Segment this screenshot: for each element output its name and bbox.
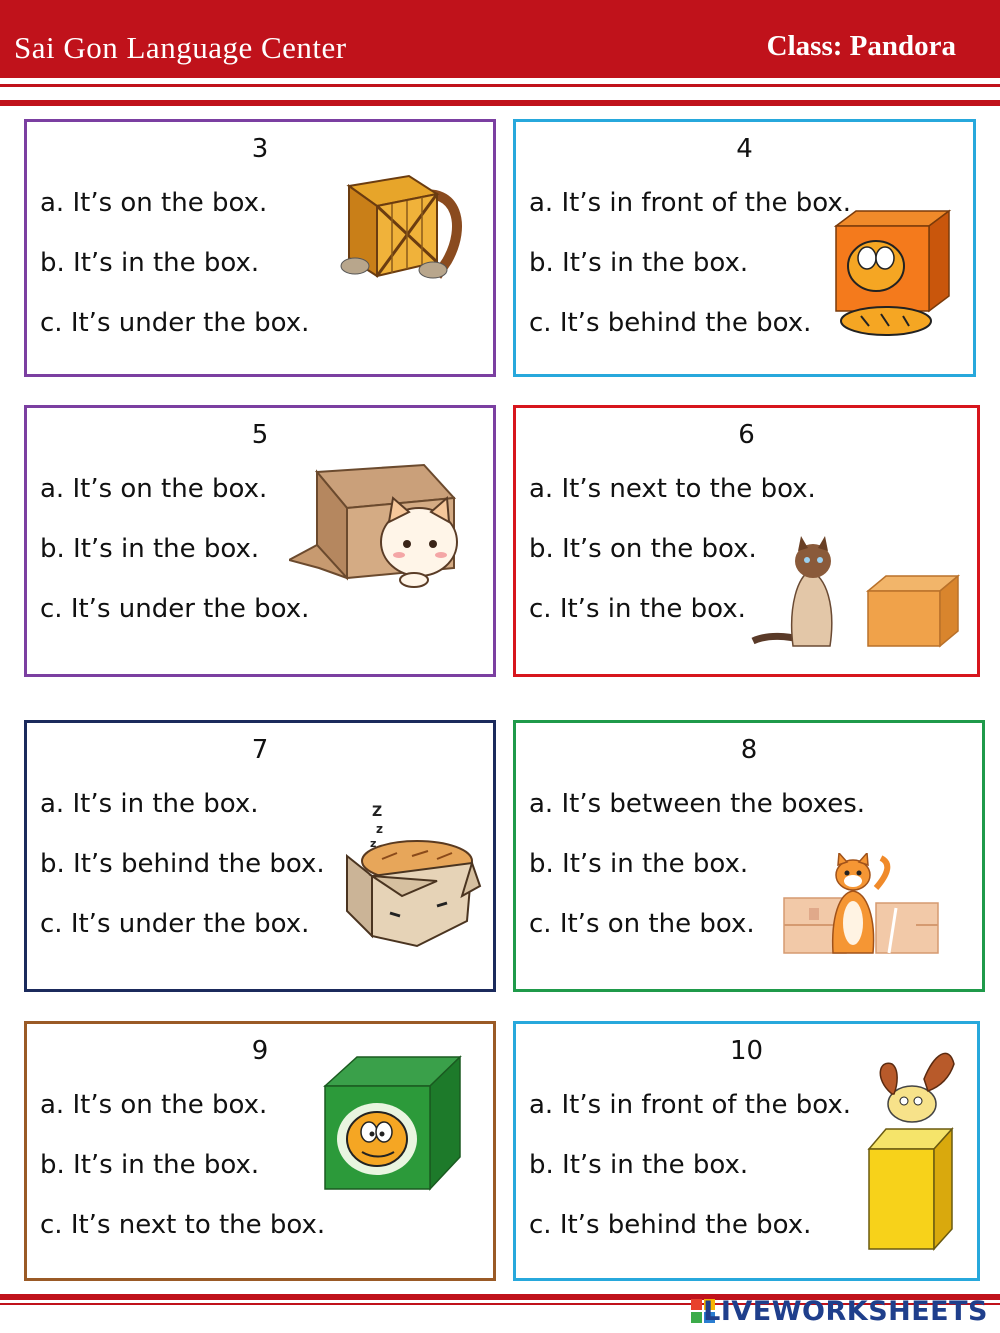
option-b[interactable]: b. It’s in the box.	[40, 1150, 260, 1180]
option-b[interactable]: b. It’s in the box.	[40, 248, 260, 278]
liveworksheets-brand[interactable]: LIVEWORKSHEETS	[703, 1296, 988, 1327]
header-banner	[0, 0, 1000, 80]
center-name: Sai Gon Language Center	[14, 30, 347, 65]
question-number: 5	[251, 420, 269, 450]
option-c[interactable]: c. It’s next to the box.	[40, 1210, 326, 1240]
question-number: 10	[729, 1036, 764, 1066]
option-a[interactable]: a. It’s in the box.	[40, 789, 259, 819]
option-b[interactable]: b. It’s in the box.	[40, 534, 260, 564]
question-number: 9	[251, 1036, 269, 1066]
option-c[interactable]: c. It’s behind the box.	[529, 308, 812, 338]
option-c[interactable]: c. It’s on the box.	[529, 909, 755, 939]
header-rule-2	[0, 100, 1000, 106]
question-number: 3	[251, 134, 269, 164]
option-a[interactable]: a. It’s in front of the box.	[529, 188, 852, 218]
question-number: 6	[738, 420, 755, 450]
option-a[interactable]: a. It’s in front of the box.	[529, 1090, 852, 1120]
question-card-6	[513, 405, 980, 677]
cat-cardboard-box-icon	[289, 460, 479, 590]
question-number: 8	[740, 735, 758, 765]
option-a[interactable]: a. It’s next to the box.	[529, 474, 816, 504]
option-a[interactable]: a. It’s on the box.	[40, 1090, 268, 1120]
option-a[interactable]: a. It’s between the boxes.	[529, 789, 866, 819]
option-a[interactable]: a. It’s on the box.	[40, 188, 268, 218]
option-b[interactable]: b. It’s on the box.	[529, 534, 757, 564]
option-c[interactable]: c. It’s behind the box.	[529, 1210, 812, 1240]
svg-text:Z: Z	[372, 804, 383, 820]
question-card-8	[513, 720, 985, 992]
header-divider	[0, 78, 1000, 80]
sleeping-cat-box-icon	[342, 801, 482, 956]
option-c[interactable]: c. It’s in the box.	[529, 594, 746, 624]
svg-text:z: z	[376, 822, 383, 836]
option-b[interactable]: b. It’s in the box.	[529, 849, 749, 879]
option-c[interactable]: c. It’s under the box.	[40, 909, 310, 939]
question-card-9	[24, 1021, 496, 1281]
garfield-orange-box-icon	[831, 206, 956, 341]
dog-yellow-box-icon	[864, 1039, 964, 1254]
header-rule-1	[0, 84, 1000, 87]
option-c[interactable]: c. It’s under the box.	[40, 308, 310, 338]
question-card-10	[513, 1021, 980, 1281]
cat-between-boxes-icon	[781, 853, 946, 958]
option-b[interactable]: b. It’s in the box.	[529, 248, 749, 278]
crate-monkey-icon	[327, 166, 467, 286]
class-label: Class: Pandora	[766, 30, 956, 62]
siamese-cat-box-icon	[748, 536, 963, 651]
question-card-7	[24, 720, 496, 992]
option-b[interactable]: b. It’s behind the box.	[40, 849, 325, 879]
question-number: 4	[736, 134, 753, 164]
option-c[interactable]: c. It’s under the box.	[40, 594, 310, 624]
question-card-3	[24, 119, 496, 377]
question-number: 7	[251, 735, 269, 765]
garfield-green-box-icon	[322, 1054, 462, 1192]
question-card-5	[24, 405, 496, 677]
option-a[interactable]: a. It’s on the box.	[40, 474, 268, 504]
option-b[interactable]: b. It’s in the box.	[529, 1150, 749, 1180]
svg-text:z: z	[370, 837, 377, 850]
question-card-4	[513, 119, 976, 377]
